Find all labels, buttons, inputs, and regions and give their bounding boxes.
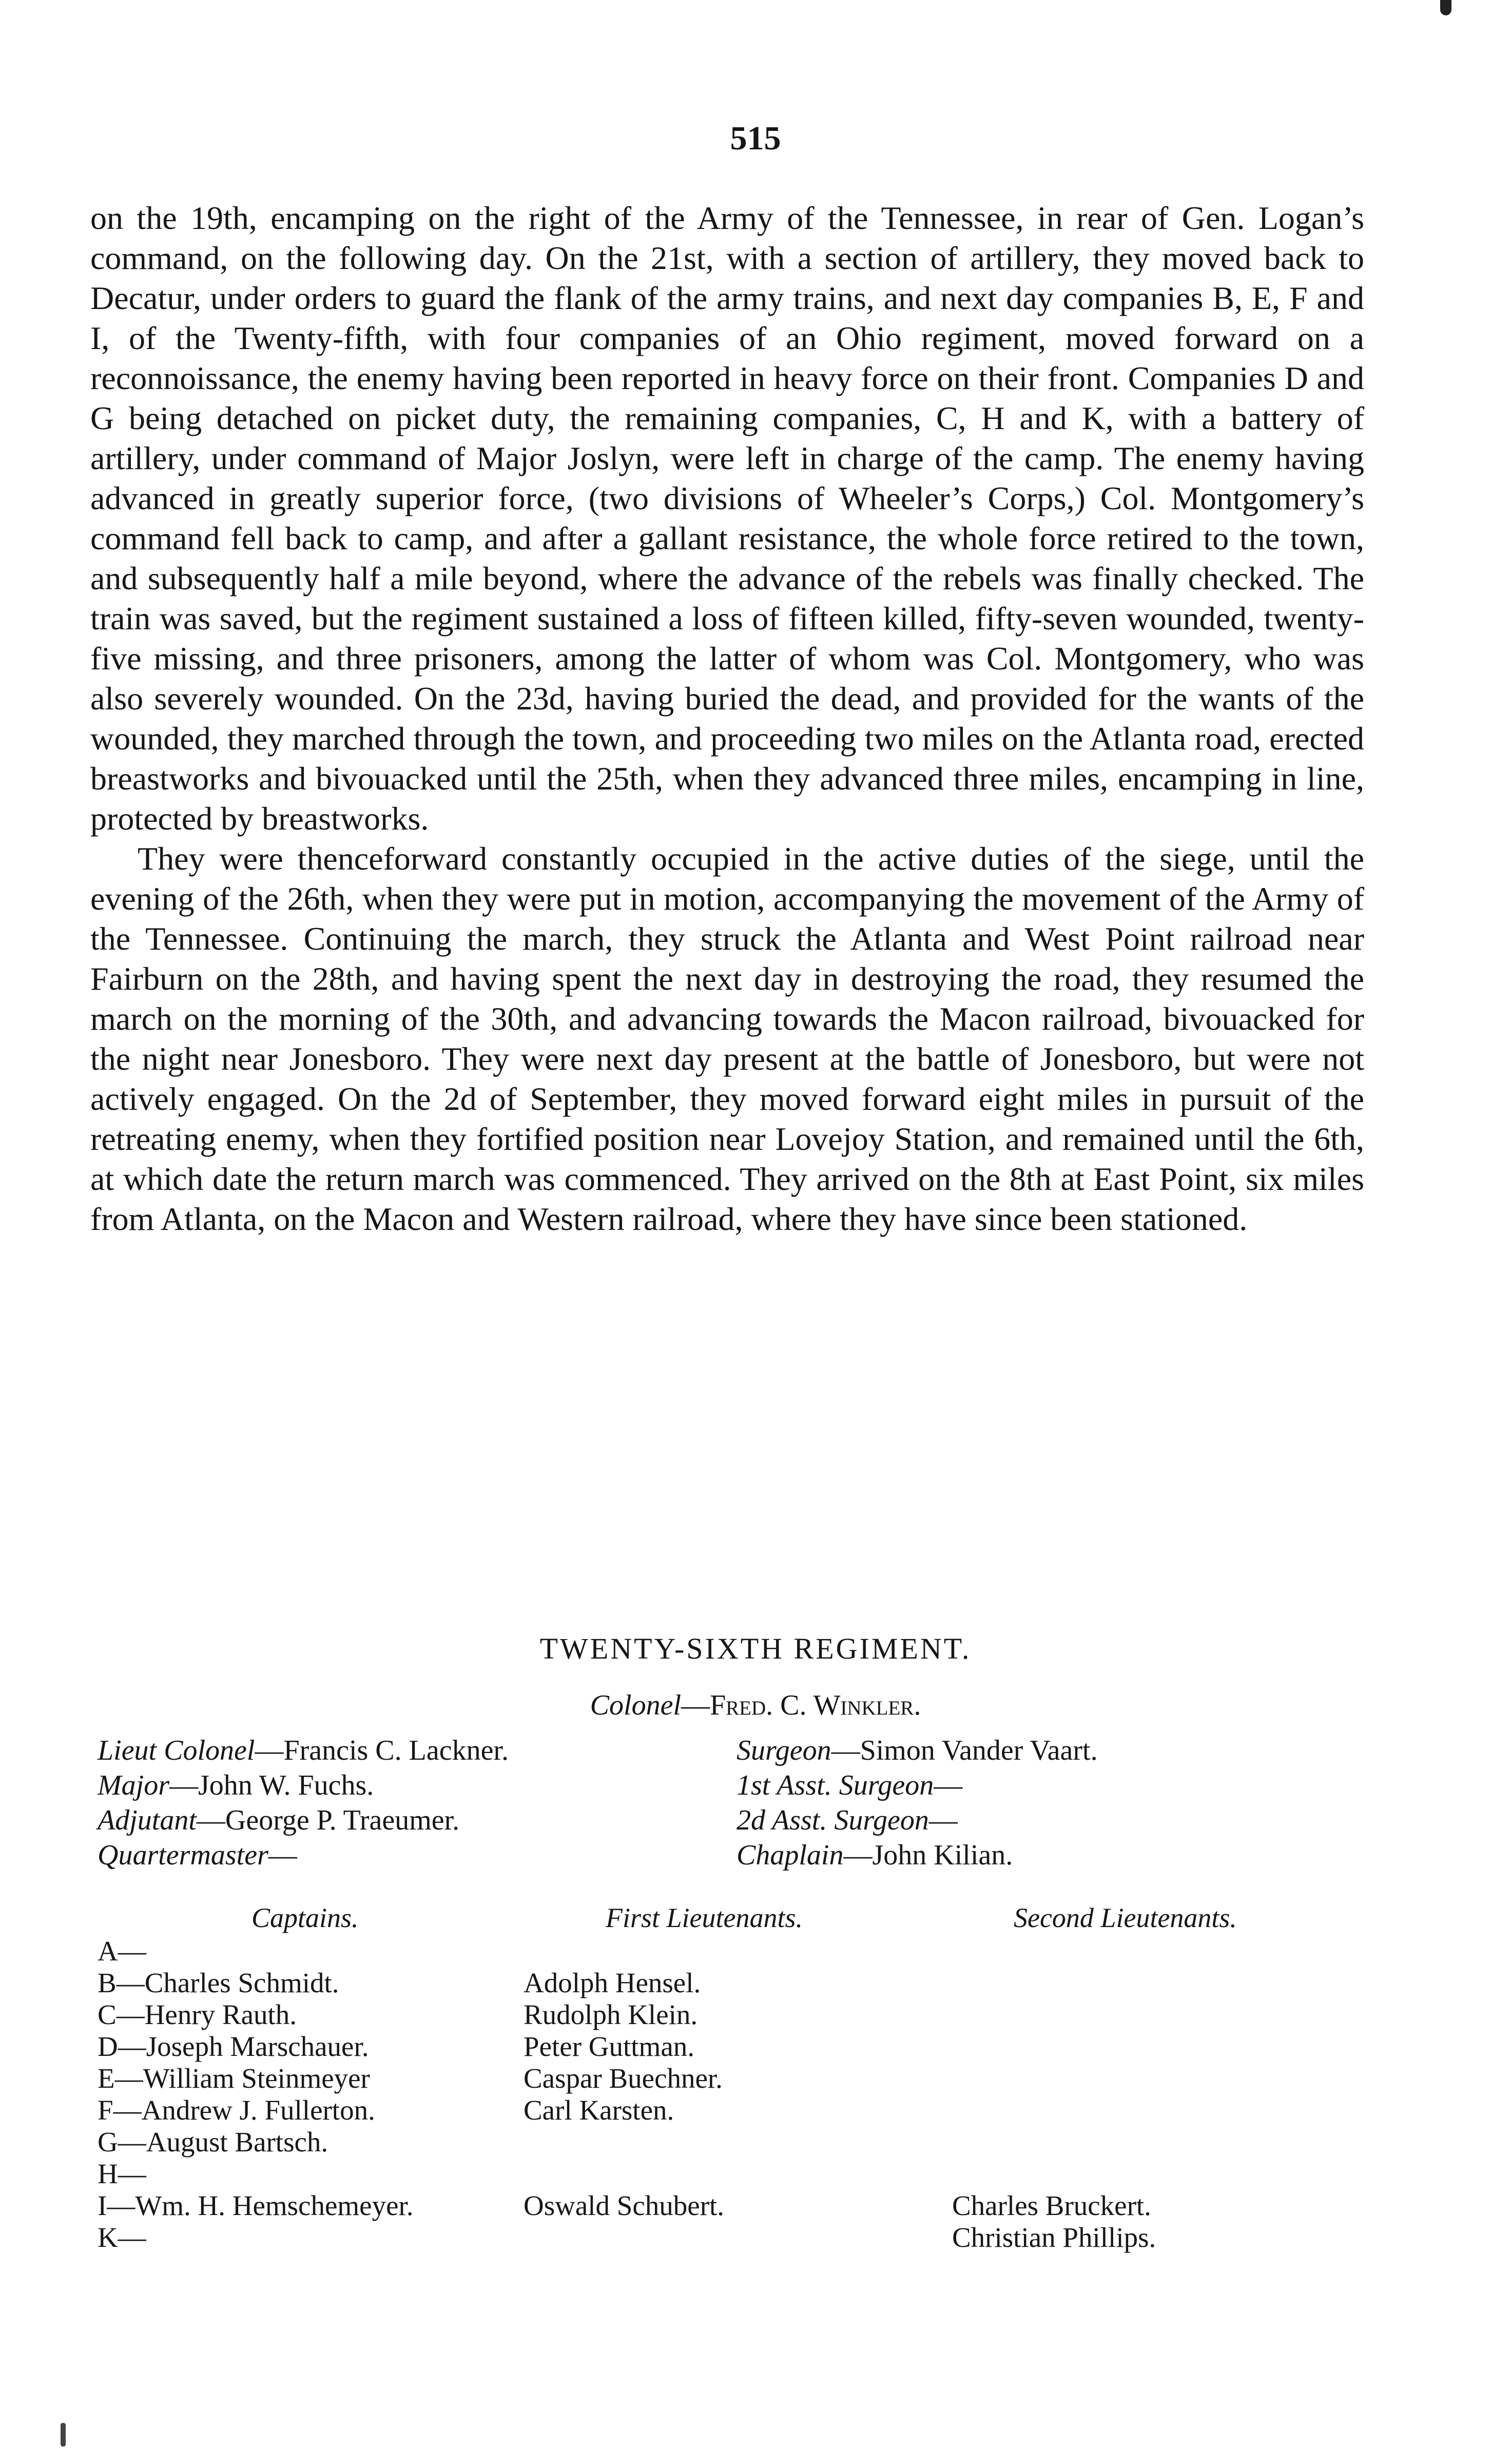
company-row: B—Charles Schmidt. xyxy=(98,1967,339,1998)
company-row: K— xyxy=(98,2222,146,2253)
company-letter: G xyxy=(98,2126,118,2158)
captain-name: Joseph Marschauer. xyxy=(146,2031,369,2062)
captain-name: Charles Schmidt. xyxy=(144,1967,339,1998)
first-lieutenant-name: Rudolph Klein. xyxy=(524,1999,698,2030)
company-row: D—Joseph Marschauer. xyxy=(98,2031,369,2062)
captain-name: Henry Rauth. xyxy=(144,1999,297,2030)
company-letter: C xyxy=(98,1999,117,2030)
first-lieutenant-name: Adolph Hensel. xyxy=(524,1967,701,1998)
ink-mark xyxy=(61,2423,66,2447)
captain-name: August Bartsch. xyxy=(146,2126,328,2158)
captain-name: William Steinmeyer xyxy=(143,2063,370,2094)
body-text xyxy=(90,198,1364,1239)
company-row: A— xyxy=(98,1935,146,1967)
officer-role: Chaplain xyxy=(737,1839,844,1871)
second-lieutenant-name xyxy=(952,1999,1156,2031)
officer-line: Chaplain—John Kilian. xyxy=(737,1839,1013,1871)
company-row: I—Wm. H. Hemschemeyer. xyxy=(98,2190,414,2221)
second-lieutenant-name: Christian Phillips. xyxy=(952,2222,1156,2253)
officer-line: 1st Asst. Surgeon— xyxy=(737,1769,963,1801)
company-letter: I xyxy=(98,2190,107,2221)
column-heading-first-lieutenants: First Lieutenants. xyxy=(606,1902,803,1933)
officer-name: Fred. C. Winkler. xyxy=(710,1689,921,1721)
officer-name: John Kilian. xyxy=(872,1839,1013,1871)
first-lieutenant-name xyxy=(524,2126,724,2158)
officer-role: Major xyxy=(98,1769,169,1801)
first-lieutenant-name xyxy=(524,2158,724,2190)
first-lieutenant-name: Oswald Schubert. xyxy=(524,2190,725,2221)
officer-role: Lieut Colonel xyxy=(98,1735,255,1766)
officer-name: Francis C. Lackner. xyxy=(283,1735,509,1766)
company-letter: K xyxy=(98,2222,118,2253)
officer-role: Colonel xyxy=(590,1689,681,1721)
first-lieutenants-column xyxy=(524,1935,724,2254)
second-lieutenant-name: Charles Bruckert. xyxy=(952,2190,1151,2221)
officer-line: Quartermaster— xyxy=(98,1839,297,1871)
company-letter: B xyxy=(98,1967,117,1998)
column-heading-captains: Captains. xyxy=(251,1902,359,1933)
officer-name: John W. Fuchs. xyxy=(198,1769,374,1801)
second-lieutenant-name xyxy=(952,1935,1156,1967)
second-lieutenant-name xyxy=(952,2126,1156,2158)
company-letter: A xyxy=(98,1935,118,1967)
first-lieutenant-name xyxy=(524,1935,724,1967)
colonel-line: Colonel—Fred. C. Winkler. xyxy=(590,1689,921,1721)
company-letter: D xyxy=(98,2031,118,2062)
company-row: F—Andrew J. Fullerton. xyxy=(98,2094,375,2126)
officer-role: 2d Asst. Surgeon xyxy=(737,1804,929,1836)
officer-line: Lieut Colonel—Francis C. Lackner. xyxy=(98,1735,509,1766)
page-number: 515 xyxy=(730,120,781,157)
second-lieutenants-column xyxy=(952,1935,1156,2254)
ink-blot-mark xyxy=(1440,0,1451,15)
officer-line: Adjutant—George P. Traeumer. xyxy=(98,1804,460,1836)
first-lieutenant-name: Carl Karsten. xyxy=(524,2094,674,2126)
first-lieutenant-name: Peter Guttman. xyxy=(524,2031,694,2062)
first-lieutenant-name: Caspar Buechner. xyxy=(524,2063,723,2094)
second-lieutenant-name xyxy=(952,2063,1156,2094)
officer-line: 2d Asst. Surgeon— xyxy=(737,1804,958,1836)
company-row: H— xyxy=(98,2158,146,2189)
paragraph-1: on the 19th, encamping on the right of the Army of the Tennessee, in rear of Gen. Logan’s command, on the following day. On the 21st, with a section of artillery, they moved back to Decatur, under orders to guard the flank of the army trains, and next day companies B, E, F and I, of the Twenty-fifth, with four companies of an Ohio regiment, moved forward on a reconnoissance, the enemy having been reported in heavy force on their front. Companies D and G being detached on picket duty, the remaining companies, C, H and K, with a battery of artillery, under command of Major Joslyn, were left in charge of the camp. The enemy having advanced in greatly superior force, (two divisions of Wheeler’s Corps,) Col. Montgomery’s command fell back to camp, and after a gallant resistance, the whole force retired to the town, and subsequently half a mile beyond, where the advance of the rebels was finally checked. The train was saved, but the regiment sustained a loss of fifteen killed, fifty-seven wounded, twenty-five missing, and three prisoners, among the latter of whom was Col. Montgomery, who was also severely wounded. On the 23d, having buried the dead, and provided for the wants of the wounded, they marched through the town, and proceeding two miles on the Atlanta road, erected breastworks and bivouacked until the 25th, when they advanced three miles, encamping in line, protected by breastworks. xyxy=(90,200,1364,837)
second-lieutenant-name xyxy=(952,2031,1156,2063)
officer-line: Surgeon—Simon Vander Vaart. xyxy=(737,1735,1098,1766)
captains-column xyxy=(98,1935,414,2254)
officer-role: Quartermaster xyxy=(98,1839,268,1871)
company-row: G—August Bartsch. xyxy=(98,2126,328,2158)
company-letter: E xyxy=(98,2063,115,2094)
second-lieutenant-name xyxy=(952,1967,1156,1999)
officer-role: Surgeon xyxy=(737,1735,831,1766)
column-heading-second-lieutenants: Second Lieutenants. xyxy=(1014,1902,1237,1933)
officer-line: Major—John W. Fuchs. xyxy=(98,1769,374,1801)
company-letter: H xyxy=(98,2158,118,2189)
captain-name: Andrew J. Fullerton. xyxy=(141,2094,375,2126)
officer-name: Simon Vander Vaart. xyxy=(860,1735,1098,1766)
officer-role: 1st Asst. Surgeon xyxy=(737,1769,934,1801)
officer-name: George P. Traeumer. xyxy=(225,1804,460,1836)
company-row: C—Henry Rauth. xyxy=(98,1999,297,2030)
company-letter: F xyxy=(98,2094,113,2126)
second-lieutenant-name xyxy=(952,2094,1156,2126)
section-heading: TWENTY-SIXTH REGIMENT. xyxy=(539,1632,972,1665)
first-lieutenant-name xyxy=(524,2222,724,2254)
paragraph-2: They were thenceforward constantly occupied in the active duties of the siege, until the evening of the 26th, when they were put in motion, accompanying the movement of the Army of the Tennessee. Continuing the march, they struck the Atlanta and West Point railroad near Fairburn on the 28th, and having spent the next day in destroying the road, they resumed the march on the morning of the 30th, and advancing towards the Macon railroad, bivouacked for the night near Jonesboro. They were next day present at the battle of Jonesboro, but were not actively engaged. On the 2d of September, they moved forward eight miles in pursuit of the retreating enemy, when they fortified position near Lovejoy Station, and remained until the 6th, at which date the return march was commenced. They arrived on the 8th at East Point, six miles from Atlanta, on the Macon and Western railroad, where they have since been stationed. xyxy=(90,840,1364,1237)
second-lieutenant-name xyxy=(952,2158,1156,2190)
captain-name: Wm. H. Hemschemeyer. xyxy=(135,2190,414,2221)
officer-role: Adjutant xyxy=(98,1804,197,1836)
company-row: E—William Steinmeyer xyxy=(98,2063,370,2094)
